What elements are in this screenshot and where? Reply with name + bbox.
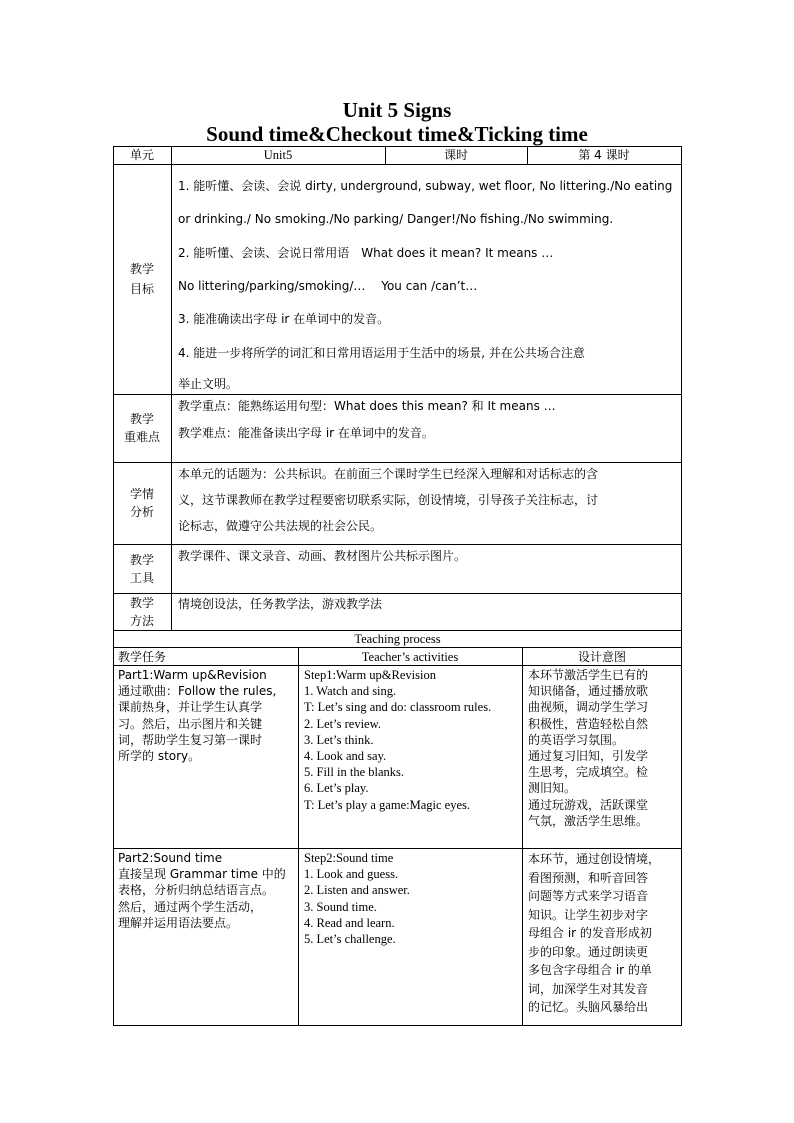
- part2-design: [528, 850, 680, 1017]
- list-item: 1. Look and guess.: [304, 867, 399, 882]
- list-item: 4. Read and learn.: [304, 915, 395, 930]
- list-item: 知识。让学生初步对字: [528, 907, 649, 922]
- part1-activities: [304, 667, 520, 813]
- part2-task: [118, 850, 298, 931]
- objective-line: 4. 能进一步将所学的词汇和日常用语运用于生活中的场景, 并在公共场合注意: [178, 346, 585, 360]
- list-item: 通过玩游戏，活跃课堂: [528, 797, 649, 812]
- list-item: Part2:Sound time: [118, 851, 223, 865]
- list-item: 本环节激活学生已有的: [528, 668, 649, 682]
- key-point-line: 教学重点：能熟练运用句型：What does this mean? 和 It means …: [178, 399, 556, 413]
- period-value: 第 4 课时: [578, 148, 630, 162]
- analysis-line: 义，这节课教师在教学过程要密切联系实际，创设情境，引导孩子关注标志，讨: [178, 493, 599, 507]
- objective-line: 1. 能听懂、会读、会说 dirty, underground, subway, wet floor, No littering./No eating: [178, 179, 673, 193]
- list-item: 测旧知。: [528, 781, 577, 796]
- list-item: 2. Listen and answer.: [304, 883, 410, 898]
- list-item: 4. Look and say.: [304, 749, 387, 764]
- list-item: 表格，分析归纳总结语言点。: [118, 883, 275, 898]
- column-header-activities: Teacher’s activities: [361, 649, 459, 664]
- analysis-line: 本单元的话题为：公共标识。在前面三个课时学生已经深入理解和对话标志的含: [178, 467, 599, 481]
- list-item: 课前热身，并让学生认真学: [118, 700, 263, 715]
- period-label: 课时: [443, 148, 468, 162]
- list-item: 5. Fill in the blanks.: [304, 765, 404, 780]
- list-item: 词，帮助学生复习第一课时: [118, 732, 263, 747]
- difficult-point-line: 教学难点：能准备读出字母 ir 在单词中的发音。: [178, 426, 434, 440]
- methods-label: 教学 方法: [129, 595, 154, 628]
- list-item: T: Let’s play a game:Magic eyes.: [304, 797, 470, 812]
- list-item: 所学的 story。: [118, 749, 201, 764]
- list-item: 曲视频，调动学生学习: [528, 700, 649, 715]
- unit-label: 单元: [129, 148, 154, 162]
- tools-label: 教学 工具: [129, 552, 154, 585]
- list-item: 6. Let’s play.: [304, 781, 369, 796]
- objectives-label: 教学 目标: [129, 262, 154, 296]
- part2-activities: [304, 850, 520, 947]
- analysis-line: 论标志，做遵守公共法规的社会公民。: [178, 519, 383, 533]
- process-heading: Teaching process: [354, 631, 441, 646]
- list-item: T: Let’s sing and do: classroom rules.: [304, 700, 492, 715]
- unit-value: Unit5: [263, 148, 293, 162]
- list-item: 母组合 ir 的发音形成初: [528, 926, 652, 940]
- list-item: 问题等方式来学习语音: [528, 889, 649, 903]
- list-item: 然后，通过两个学生活动，: [118, 899, 263, 914]
- list-item: 的记忆。头脑风暴给出: [528, 1000, 649, 1014]
- list-item: 1. Watch and sing.: [304, 684, 397, 699]
- list-item: Part1:Warm up&Revision: [118, 668, 267, 682]
- objective-line: 举止文明。: [178, 377, 239, 391]
- list-item: 知识储备，通过播放歌: [528, 684, 649, 699]
- list-item: 的英语学习氛围。: [528, 732, 625, 747]
- list-item: Step1:Warm up&Revision: [304, 668, 436, 682]
- list-item: 看图预测，和听音回答: [528, 870, 649, 885]
- document-subtitle: Sound time&Checkout time&Ticking time: [206, 122, 588, 146]
- list-item: Step2:Sound time: [304, 851, 394, 865]
- list-item: 多包含字母组合 ir 的单: [528, 963, 652, 977]
- list-item: 习。然后，出示图片和关键: [118, 716, 263, 731]
- part1-task: [118, 667, 298, 764]
- list-item: 2. Let’s review.: [304, 716, 381, 731]
- list-item: 本环节，通过创设情境，: [528, 852, 661, 866]
- list-item: 3. Let’s think.: [304, 732, 374, 747]
- part1-design: [528, 667, 680, 829]
- analysis-label: 学情 分析: [129, 487, 154, 519]
- list-item: 积极性，营造轻松自然: [528, 716, 649, 731]
- column-header-task: 教学任务: [118, 650, 167, 664]
- list-item: 5. Let’s challenge.: [304, 932, 396, 947]
- list-item: 通过复习旧知，引发学: [528, 749, 649, 764]
- objective-line: 2. 能听懂、会读、会说日常用语 What does it mean? It means …: [178, 246, 554, 260]
- objective-line: or drinking./ No smoking./No parking/ Danger!/No fishing./No swimming.: [178, 212, 614, 226]
- objective-line: 3. 能准确读出字母 ir 在单词中的发音。: [178, 312, 390, 326]
- tools-text: 教学课件、课文录音、动画、教材图片公共标示图片。: [178, 549, 467, 563]
- column-header-design: 设计意图: [577, 649, 626, 664]
- list-item: 3. Sound time.: [304, 899, 377, 914]
- methods-text: 情境创设法，任务教学法，游戏教学法: [178, 597, 383, 611]
- objective-line: No littering/parking/smoking/… You can /can’t…: [178, 279, 478, 293]
- document-title: Unit 5 Signs: [342, 98, 452, 122]
- list-item: 通过歌曲：Follow the rules,: [118, 684, 277, 699]
- list-item: 生思考，完成填空。检: [528, 765, 649, 780]
- list-item: 词，加深学生对其发音: [528, 981, 649, 996]
- list-item: 直接呈现 Grammar time 中的: [118, 867, 286, 882]
- list-item: 气氛，激活学生思维。: [528, 813, 649, 828]
- list-item: 步的印象。通过朗读更: [528, 944, 649, 959]
- key-points-label: 教学 重难点: [123, 412, 160, 444]
- list-item: 理解并运用语法要点。: [118, 915, 239, 930]
